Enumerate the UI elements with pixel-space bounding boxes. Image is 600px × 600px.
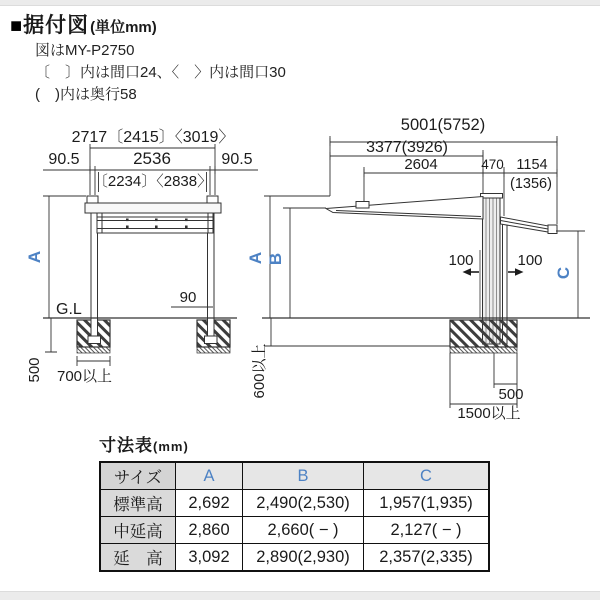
dim-front-offset-right: 90.5 (221, 151, 253, 168)
header-size: サイズ (100, 462, 176, 490)
cell-b: 2,890(2,930) (243, 544, 364, 572)
table-row (100, 544, 489, 572)
cell-c: 2,127( − ) (364, 517, 490, 544)
front-view-roof (85, 196, 221, 233)
table-title (99, 431, 490, 456)
offset-rear-label: 100 (517, 252, 543, 269)
cell-c: 1,957(1,935) (364, 490, 490, 517)
unit-label: (単位mm) (90, 19, 157, 36)
square-bullet-icon: ■ (10, 15, 23, 37)
row-label: 中延高 (100, 517, 176, 544)
dim-post-size: 90 (179, 289, 197, 306)
table-unit-label: (mm) (153, 439, 189, 454)
offset-front-label: 100 (448, 252, 474, 269)
dim-footing-offset-side: 500 (498, 386, 524, 403)
cell-c: 2,357(2,335) (364, 544, 490, 572)
side-view-foundation (450, 320, 517, 353)
height-label-b-side: B (266, 252, 285, 266)
dimension-table (99, 461, 490, 572)
dim-side-total: 5001(5752) (400, 116, 486, 134)
table-row (100, 490, 489, 517)
cell-b: 2,490(2,530) (243, 490, 364, 517)
row-label: 延 高 (100, 544, 176, 572)
header-col-a: A (176, 462, 243, 490)
dim-front-inner-alt: 〔2234〕〈2838〉 (92, 173, 213, 190)
cell-a: 2,860 (176, 517, 243, 544)
dim-front-offset-left: 90.5 (48, 151, 80, 168)
note-model: 図はMY-P2750 (35, 42, 135, 59)
dim-side-front: 3377(3926) (366, 139, 448, 156)
dim-footing-depth-front: 500 (26, 357, 43, 383)
height-label-a-side: A (246, 251, 265, 265)
height-label-c-side: C (554, 266, 573, 280)
dimension-table-section (99, 431, 490, 572)
dim-side-post: 470 (481, 157, 504, 172)
dim-footing-width-front: 700以上 (57, 368, 113, 385)
dim-front-total: 2717〔2415〕〈3019〉 (71, 129, 235, 146)
dim-side-rear: 1154 (516, 157, 548, 173)
height-label-a-front: A (25, 250, 44, 264)
table-title-text: 寸法表 (99, 436, 153, 455)
cell-b: 2,660( − ) (243, 517, 364, 544)
note-width-variants: 〔 〕内は間口24、〈 〉内は間口30 (35, 64, 286, 81)
dim-side-mid: 2604 (404, 156, 438, 173)
note-depth-variant: ( )内は奥行58 (35, 86, 137, 103)
table-header-row (100, 462, 489, 490)
table-row (100, 517, 489, 544)
dim-front-inner: 2536 (133, 149, 171, 168)
side-view-labels (246, 116, 573, 422)
header-col-b: B (243, 462, 364, 490)
ground-level-label: G.L (56, 301, 82, 318)
dim-footing-depth-side: 600以上 (251, 343, 268, 399)
dim-footing-width-side: 1500以上 (457, 405, 521, 422)
side-view-roof (326, 197, 557, 234)
header-col-c: C (364, 462, 490, 490)
cell-a: 2,692 (176, 490, 243, 517)
row-label: 標準高 (100, 490, 176, 517)
page-title: 据付図 (23, 14, 90, 37)
cell-a: 3,092 (176, 544, 243, 572)
dim-side-rear-alt: (1356) (510, 176, 552, 192)
